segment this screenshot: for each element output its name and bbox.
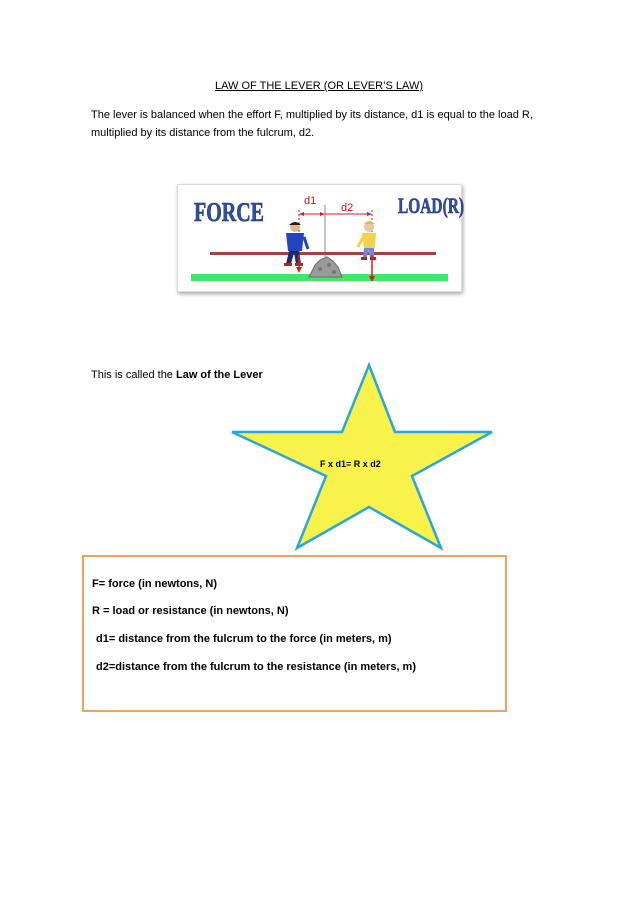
d2-label: d2 <box>341 202 354 214</box>
force-label: FORCE <box>194 197 264 227</box>
lever-beam <box>210 252 436 255</box>
star-shape <box>228 360 496 550</box>
law-intro-prefix: This is called the <box>91 369 176 381</box>
lever-formula: F x d1= R x d2 <box>320 459 381 469</box>
definition-d2: d2=distance from the fulcrum to the resistance (in meters, m) <box>96 661 416 673</box>
lever-description: The lever is balanced when the effort F, multiplied by its distance, d1 is equal to the load R, multiplied by its distance from the fulcrum, d2. <box>91 109 533 139</box>
d1-label: d1 <box>304 195 317 207</box>
d1-arrowhead-icon <box>299 212 304 216</box>
fulcrum-icon <box>309 257 342 277</box>
lever-illustration <box>177 184 462 292</box>
force-arrowhead-icon <box>296 267 302 273</box>
star-polygon <box>232 365 492 548</box>
d2-arrowhead-icon <box>367 212 372 216</box>
definition-load: R = load or resistance (in newtons, N) <box>92 605 289 617</box>
d1-arrowhead-right-icon <box>320 212 325 216</box>
definition-d1: d1= distance from the fulcrum to the force (in meters, m) <box>96 633 392 645</box>
page-title: LAW OF THE LEVER (OR LEVER’S LAW) <box>214 80 424 92</box>
law-name: Law of the Lever <box>175 369 263 381</box>
load-label: LOAD(R) <box>398 193 464 218</box>
definition-force: F= force (in newtons, N) <box>92 578 217 590</box>
effort-person-icon <box>284 222 308 266</box>
